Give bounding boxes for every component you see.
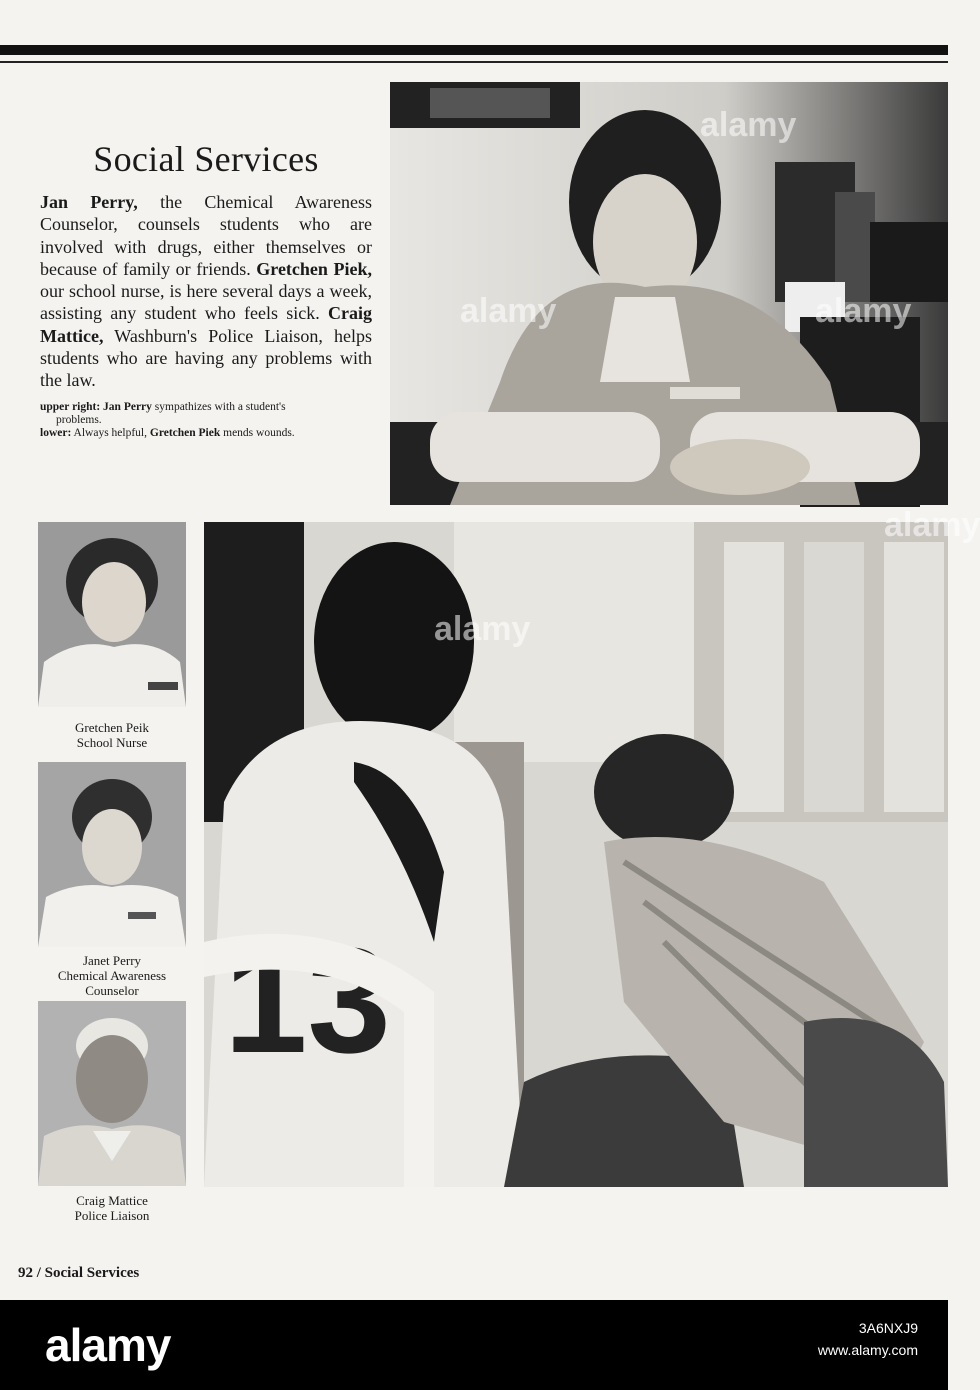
portrait-gretchen-peik (38, 522, 186, 707)
watermark-top-1: alamy (700, 106, 797, 144)
caption-upper-text-cont: problems. (56, 414, 102, 426)
caption-lower-label: lower: (40, 427, 72, 439)
caption-lower-text-2: mends wounds. (220, 427, 295, 439)
photo-captions (40, 401, 372, 440)
caption-upper-label: upper right: (40, 401, 101, 413)
portrait-name-1: Gretchen Peik (74, 720, 149, 735)
body-text-3: Washburn's Police Liaison, helps students who are having any problems with the law. (40, 325, 372, 391)
portrait-name-2: Janet Perry (82, 953, 142, 968)
caption-upper (40, 401, 372, 427)
photo-jan-perry (390, 82, 948, 505)
portrait-role-2b: Counselor (85, 983, 139, 998)
body-name-craig-mattice: Craig Mattice, (40, 303, 372, 346)
body-text-1: the Chemical Awareness Counselor, counsels students who are involved with drugs, either themselves or because of family or friends. (40, 192, 373, 279)
caption-upper-text: sympathizes with a student's (151, 401, 286, 413)
site-url: www.alamy.com (817, 1342, 918, 1358)
banner-info (818, 1317, 918, 1361)
portrait-caption-craig-mattice (38, 1193, 186, 1223)
caption-lower-name: Gretchen Piek (149, 427, 221, 439)
alamy-logo: alamy (45, 1319, 171, 1371)
watermark-top-3: alamy (815, 292, 912, 330)
watermark-top-2: alamy (460, 292, 557, 330)
caption-lower-text-1: Always helpful, (71, 427, 150, 439)
stock-banner (0, 1300, 948, 1390)
body-name-gretchen-piek: Gretchen Piek, (256, 258, 372, 279)
body-paragraph (40, 191, 372, 392)
photo-gretchen-piek-image (204, 522, 948, 1187)
watermark-lower-2: alamy (884, 506, 980, 544)
caption-upper-name: Jan Perry (103, 401, 152, 413)
caption-lower (40, 427, 372, 440)
watermark-lower-1: alamy (434, 610, 531, 648)
portrait-craig-mattice-image (38, 1001, 186, 1186)
body-text-2: our school nurse, is here several days a week, assisting any student who feels sick. (40, 281, 372, 324)
portrait-role-2a: Chemical Awareness (57, 968, 167, 983)
jersey-number: 13 (224, 916, 391, 1084)
portrait-janet-perry-image (38, 762, 186, 947)
portrait-craig-mattice (38, 1001, 186, 1186)
portrait-caption-janet-perry (38, 953, 186, 998)
portrait-janet-perry (38, 762, 186, 947)
portrait-caption-gretchen-peik (38, 720, 186, 750)
body-name-jan-perry: Jan Perry, (40, 192, 138, 212)
portrait-role-3: Police Liaison (74, 1208, 150, 1223)
portrait-role-1: School Nurse (76, 735, 148, 750)
page-title: Social Services (93, 139, 319, 179)
portrait-gretchen-peik-image (38, 522, 186, 707)
image-id: 3A6NXJ9 (858, 1320, 918, 1336)
photo-gretchen-piek-mending (204, 506, 980, 1187)
portrait-name-3: Craig Mattice (76, 1193, 148, 1208)
page-folio: 92 / Social Services (18, 1265, 140, 1281)
top-rule-thick (0, 45, 948, 55)
top-rule-thin (0, 61, 948, 63)
